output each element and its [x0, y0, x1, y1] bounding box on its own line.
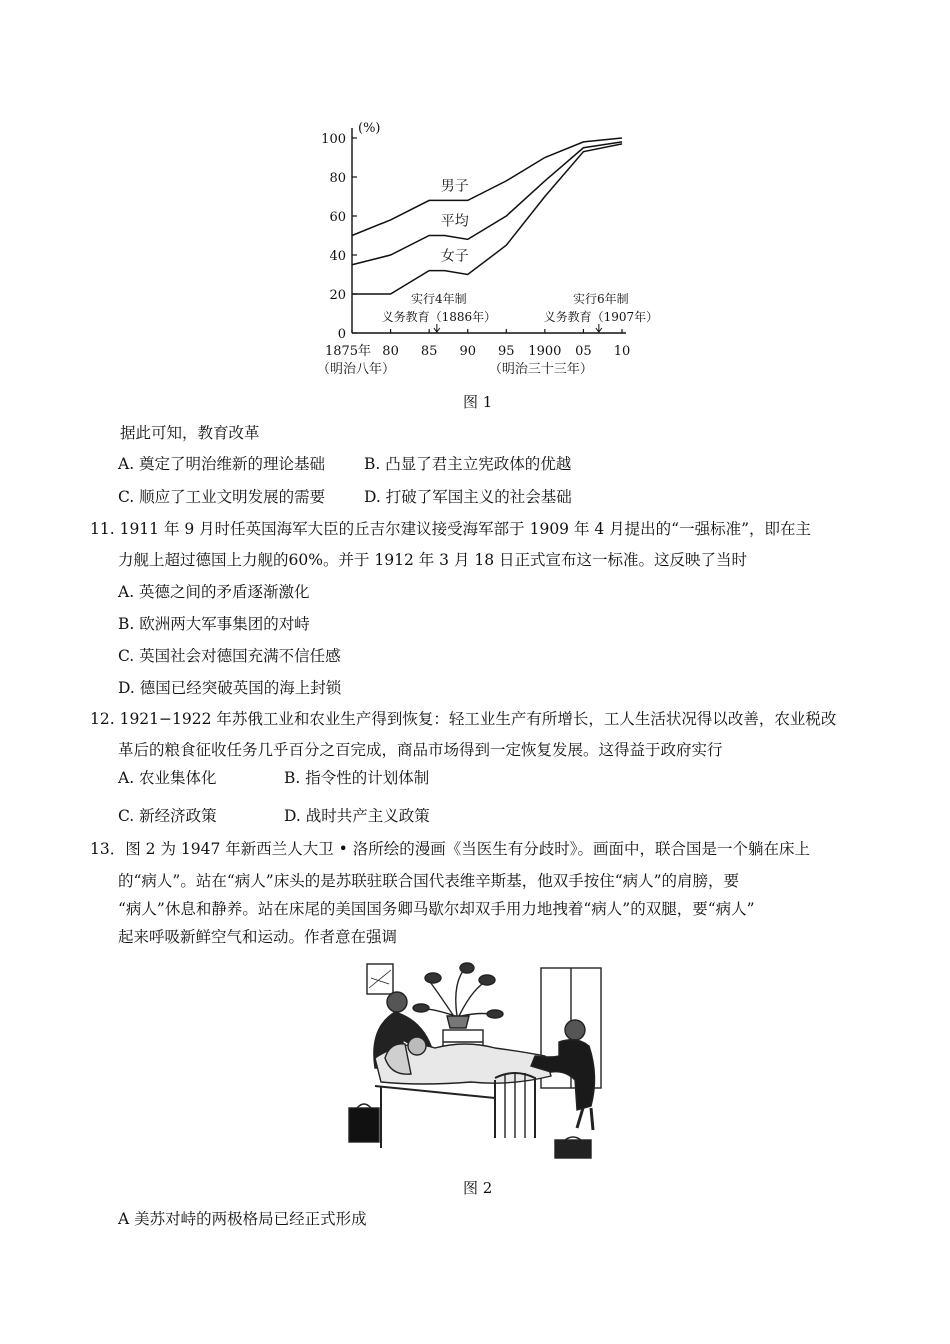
annotation-2-arrow	[596, 324, 602, 332]
plant-icon	[413, 963, 503, 1028]
q11-option-a: A. 英德之间的矛盾逐渐激化	[118, 583, 310, 601]
y-tick-label: 40	[329, 249, 346, 264]
annotation-2-line2: 义务教育（1907年）	[543, 310, 659, 324]
series-line-2	[352, 142, 622, 265]
x-tick-label: 1900	[528, 344, 562, 359]
figure-1-line-chart	[300, 110, 660, 385]
q11-option-c: C. 英国社会对德国充满不信任感	[118, 647, 341, 665]
right-bag-icon	[555, 1140, 591, 1158]
y-tick-label: 20	[329, 288, 346, 303]
x-tick-label: 95	[498, 344, 515, 359]
q10-option-d: D. 打破了军国主义的社会基础	[364, 488, 572, 506]
figure-2-cartoon	[345, 958, 607, 1164]
q11-stem-line-2: 力舰上超过德国上力舰的60%。并于 1912 年 3 月 18 日正式宣布这一标准。这反映了当时	[118, 551, 748, 569]
y-tick-label: 100	[321, 132, 346, 147]
y-axis-unit-label: (%)	[358, 121, 381, 136]
figure-2-caption: 图 2	[463, 1179, 493, 1197]
q13-stem-line-1: 13．图 2 为 1947 年新西兰人大卫 • 洛所绘的漫画《当医生有分歧时》。画面中，联合国是一个躺在床上	[90, 840, 810, 858]
q12-stem-line-2: 革后的粮食征收任务几乎百分之百完成，商品市场得到一定恢复发展。这得益于政府实行	[118, 741, 723, 759]
x-tick-label: 85	[420, 344, 438, 359]
x-tick-label: 90	[459, 344, 476, 359]
x-tick-label: 10	[613, 344, 631, 359]
y-tick-label: 0	[337, 327, 346, 342]
annotation-2-line1: 实行6年制	[573, 292, 629, 306]
x-sublabel-meiji-8: （明治八年）	[316, 362, 396, 377]
q10-stem: 据此可知，教育改革	[120, 424, 260, 442]
x-sublabel-meiji-33: （明治三十三年）	[488, 362, 593, 377]
q13-stem-line-3: “病人”休息和静养。站在床尾的美国国务卿马歇尔却双手用力地拽着“病人”的双腿，要“病人”	[118, 900, 755, 918]
annotation-1-line1: 实行4年制	[411, 292, 467, 306]
q10-option-c: C. 顺应了工业文明发展的需要	[118, 488, 326, 506]
annotation-1-arrow	[434, 324, 440, 332]
x-tick-label: 1875年	[324, 344, 372, 359]
q13-option-a: A 美苏对峙的两极格局已经正式形成	[118, 1210, 367, 1228]
figure-1-caption: 图 1	[463, 393, 493, 411]
q12-option-d: D. 战时共产主义政策	[284, 807, 430, 825]
y-tick-label: 60	[329, 210, 346, 225]
series-label-2: 平均	[440, 213, 469, 230]
q13-stem-line-4: 起来呼吸新鲜空气和运动。作者意在强调	[118, 928, 398, 946]
y-tick-label: 80	[329, 171, 346, 186]
q10-option-b: B. 凸显了君主立宪政体的优越	[364, 455, 572, 473]
q11-stem-line-1: 11. 1911 年 9 月时任英国海军大臣的丘吉尔建议接受海军部于 1909 年 4 月提出的“一强标准”，即在主	[90, 520, 812, 538]
series-label-3: 女子	[440, 248, 469, 265]
left-bag-icon	[349, 1108, 379, 1142]
series-label-1: 男子	[440, 178, 469, 195]
q11-option-d: D. 德国已经突破英国的海上封锁	[118, 679, 342, 697]
q12-option-b: B. 指令性的计划体制	[284, 769, 430, 787]
q13-stem-line-2: 的“病人”。站在“病人”床头的是苏联驻联合国代表维辛斯基，他双手按住“病人”的肩膀，要	[118, 872, 740, 890]
series-line-1	[352, 138, 622, 236]
annotation-1-line2: 义务教育（1886年）	[381, 310, 497, 324]
q12-stem-line-1: 12. 1921−1922 年苏俄工业和农业生产得到恢复：轻工业生产有所增长，工人生活状况得以改善，农业税改	[90, 710, 837, 728]
x-tick-label: 05	[575, 344, 592, 359]
x-tick-label: 80	[382, 344, 399, 359]
q12-option-a: A. 农业集体化	[118, 769, 217, 787]
q11-option-b: B. 欧洲两大军事集团的对峙	[118, 615, 310, 633]
q10-option-a: A. 奠定了明治维新的理论基础	[118, 455, 326, 473]
q12-option-c: C. 新经济政策	[118, 807, 217, 825]
